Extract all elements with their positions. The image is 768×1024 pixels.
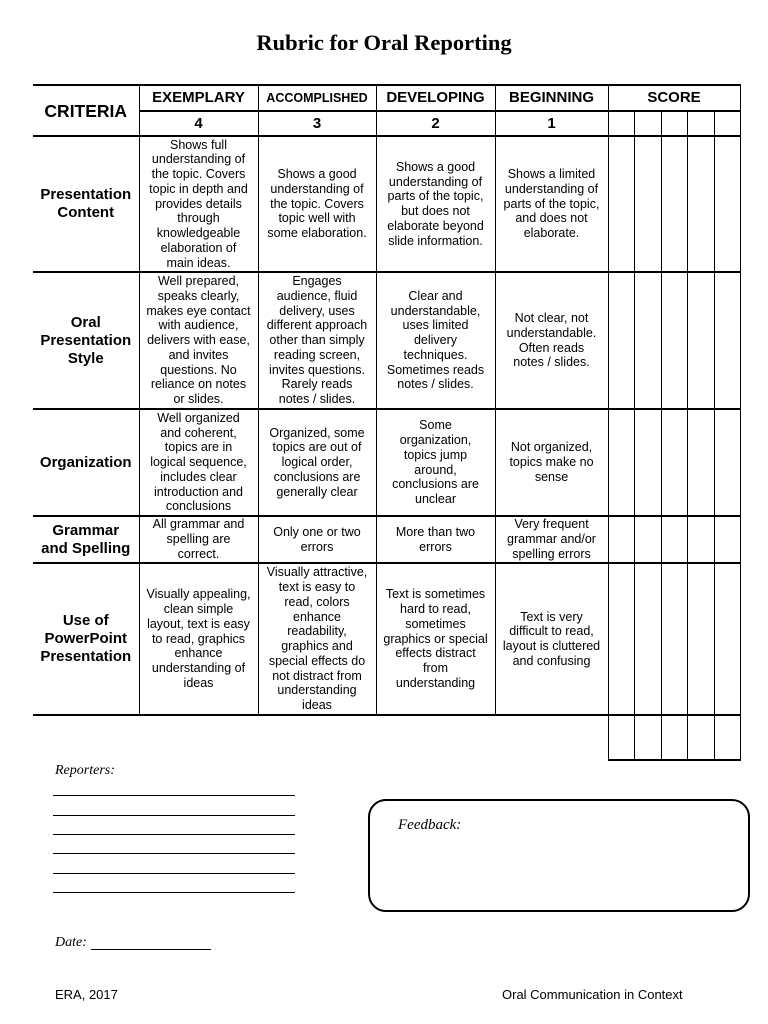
score-cell [687, 516, 714, 563]
level-header-exemplary: EXEMPLARY [139, 85, 258, 111]
score-cell [608, 516, 634, 563]
descriptor-exemplary: Shows full understanding of the topic. Covers topic in depth and provides details through knowledgeable elaboration of main ideas. [139, 136, 258, 272]
rubric-row-oral-presentation-style [33, 272, 740, 409]
score-cell [661, 272, 687, 409]
score-cell [634, 563, 661, 715]
header-row-points [33, 111, 740, 136]
feedback-box [368, 799, 750, 912]
reporter-name-line [53, 834, 295, 835]
score-cell [687, 111, 714, 136]
score-cell [661, 563, 687, 715]
score-total-cell [608, 715, 634, 760]
score-cell [687, 409, 714, 516]
score-cell [608, 563, 634, 715]
footer-course-title: Oral Communication in Context [502, 987, 683, 1002]
points-beginning: 1 [495, 111, 608, 136]
criterion-label: Use of PowerPoint Presentation [33, 563, 139, 715]
score-cell [661, 516, 687, 563]
score-total-spacer [33, 715, 608, 760]
date-line [91, 949, 211, 950]
descriptor-exemplary: Well prepared, speaks clearly, makes eye contact with audience, delivers with ease, and invites questions. No reliance on notes or slides. [139, 272, 258, 409]
criterion-label: Grammar and Spelling [33, 516, 139, 563]
reporter-name-line [53, 873, 295, 874]
score-header: SCORE [608, 85, 740, 111]
score-cell [687, 136, 714, 272]
score-cell [634, 409, 661, 516]
score-cell [634, 516, 661, 563]
score-cell [687, 272, 714, 409]
points-exemplary: 4 [139, 111, 258, 136]
criterion-label: Oral Presentation Style [33, 272, 139, 409]
descriptor-developing: Some organization, topics jump around, conclusions are unclear [376, 409, 495, 516]
score-cell [661, 111, 687, 136]
score-cell [714, 136, 740, 272]
level-header-developing: DEVELOPING [376, 85, 495, 111]
page-title: Rubric for Oral Reporting [256, 30, 512, 55]
footer-author-year: ERA, 2017 [55, 987, 118, 1002]
score-cell [714, 409, 740, 516]
descriptor-beginning: Not organized, topics make no sense [495, 409, 608, 516]
points-accomplished: 3 [258, 111, 376, 136]
level-header-accomplished: ACCOMPLISHED [258, 85, 376, 111]
descriptor-accomplished: Only one or two errors [258, 516, 376, 563]
score-cell [634, 136, 661, 272]
score-total-cell [687, 715, 714, 760]
rubric-row-use-of-powerpoint [33, 563, 740, 715]
rubric-row-organization [33, 409, 740, 516]
descriptor-exemplary: All grammar and spelling are correct. [139, 516, 258, 563]
date-label: Date: [55, 935, 87, 950]
header-row-levels [33, 85, 740, 111]
score-total-cell [661, 715, 687, 760]
reporters-label: Reporters: [55, 763, 115, 778]
descriptor-beginning: Not clear, not understandable. Often reads notes / slides. [495, 272, 608, 409]
score-cell [608, 136, 634, 272]
descriptor-developing: Shows a good understanding of parts of the topic, but does not elaborate beyond slide information. [376, 136, 495, 272]
descriptor-accomplished: Engages audience, fluid delivery, uses different approach other than simply reading screen, invites questions. Rarely reads notes / slides. [258, 272, 376, 409]
score-cell [714, 563, 740, 715]
score-cell [634, 111, 661, 136]
score-cell [714, 111, 740, 136]
descriptor-accomplished: Shows a good understanding of the topic. Covers topic well with some elaboration. [258, 136, 376, 272]
reporter-name-line [53, 853, 295, 854]
score-cell [608, 409, 634, 516]
reporter-name-line [53, 892, 295, 893]
descriptor-beginning: Text is very difficult to read, layout is cluttered and confusing [495, 563, 608, 715]
points-developing: 2 [376, 111, 495, 136]
descriptor-developing: More than two errors [376, 516, 495, 563]
rubric-table [33, 84, 741, 761]
criterion-label: Presentation Content [33, 136, 139, 272]
score-cell [687, 563, 714, 715]
descriptor-developing: Clear and understandable, uses limited delivery techniques. Sometimes reads notes / slides. [376, 272, 495, 409]
descriptor-beginning: Shows a limited understanding of parts of the topic, and does not elaborate. [495, 136, 608, 272]
descriptor-accomplished: Visually attractive, text is easy to read, colors enhance readability, graphics and special effects do not distract from understanding ideas [258, 563, 376, 715]
score-cell [608, 111, 634, 136]
score-total-row [33, 715, 740, 760]
score-total-cell [634, 715, 661, 760]
score-total-cell [714, 715, 740, 760]
reporter-name-line [53, 795, 295, 796]
level-header-beginning: BEGINNING [495, 85, 608, 111]
score-cell [634, 272, 661, 409]
score-cell [661, 136, 687, 272]
score-cell [714, 516, 740, 563]
criteria-header: CRITERIA [33, 85, 139, 136]
score-cell [608, 272, 634, 409]
reporter-name-line [53, 815, 295, 816]
descriptor-beginning: Very frequent grammar and/or spelling errors [495, 516, 608, 563]
score-cell [714, 272, 740, 409]
score-cell [661, 409, 687, 516]
rubric-row-presentation-content [33, 136, 740, 272]
descriptor-developing: Text is sometimes hard to read, sometimes graphics or special effects distract from understanding [376, 563, 495, 715]
descriptor-exemplary: Well organized and coherent, topics are in logical sequence, includes clear introduction and conclusions [139, 409, 258, 516]
criterion-label: Organization [33, 409, 139, 516]
rubric-row-grammar-and-spelling [33, 516, 740, 563]
descriptor-accomplished: Organized, some topics are out of logical order, conclusions are generally clear [258, 409, 376, 516]
descriptor-exemplary: Visually appealing, clean simple layout, text is easy to read, graphics enhance understanding of ideas [139, 563, 258, 715]
feedback-label: Feedback: [398, 817, 462, 833]
